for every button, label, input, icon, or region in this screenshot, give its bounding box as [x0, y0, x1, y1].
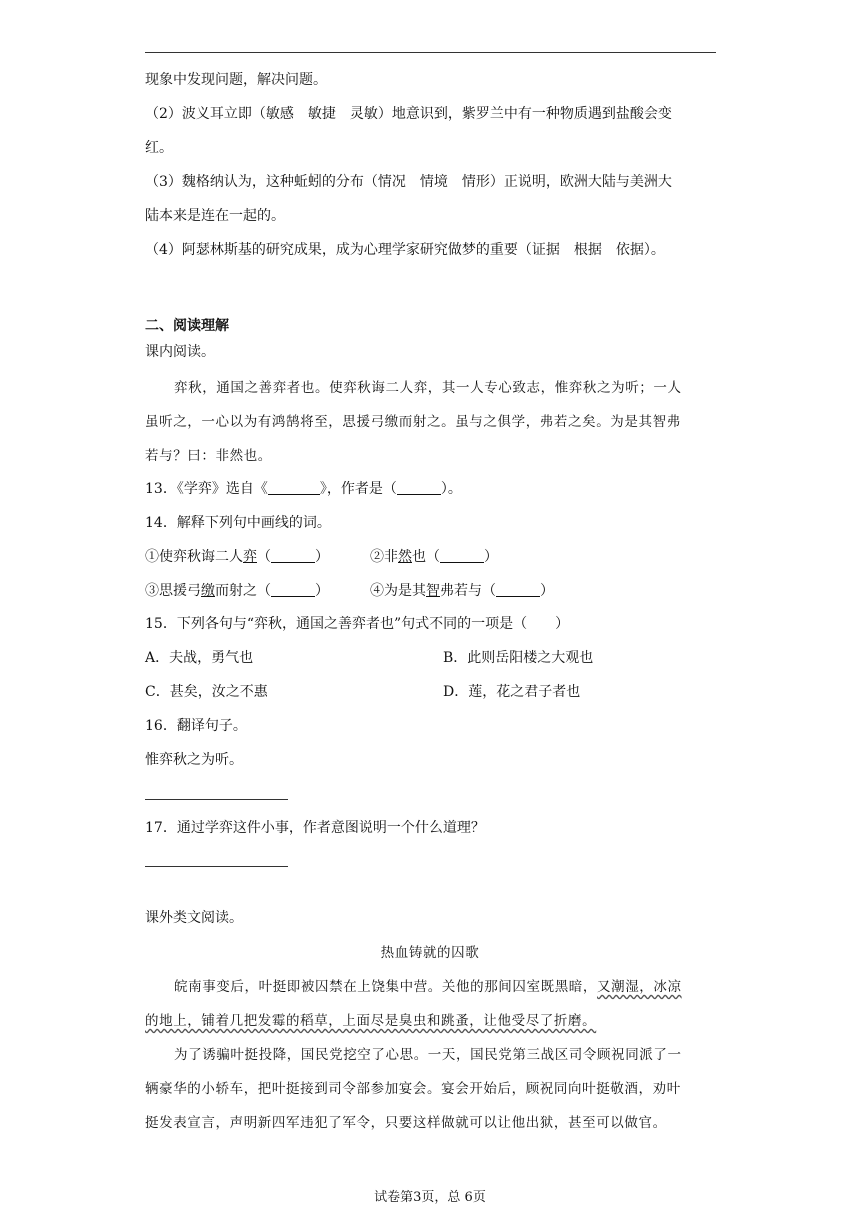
passage-line: 弈秋，通国之善弈者也。使弈秋诲二人弈，其一人专心致志，惟弈秋之为听；一人: [174, 380, 682, 396]
question-2-line: （2）波义耳立即（敏感 敏捷 灵敏）地意识到，紫罗兰中有一种物质遇到盐酸会变: [145, 106, 672, 122]
text-line: 现象中发现问题，解决问题。: [145, 72, 327, 88]
question-3-line: 陆本来是连在一起的。: [145, 208, 285, 224]
question-16: 16．翻译句子。: [145, 718, 247, 734]
answer-blank[interactable]: [496, 582, 540, 597]
question-3-line: （3）魏格纳认为，这种蚯蚓的分布（情况 情境 情形）正说明，欧洲大陆与美洲大: [145, 174, 672, 190]
answer-blank[interactable]: [268, 480, 320, 495]
article-line: 皖南事变后，叶挺即被囚禁在上饶集中营。关他的那间囚室既黑暗，又潮湿，冰凉: [174, 979, 682, 995]
section-intro-2: 课外类文阅读。: [145, 910, 243, 926]
question-16-sentence: 惟弈秋之为听。: [145, 752, 243, 768]
section-title: 二、阅读理解: [145, 318, 229, 334]
question-14: 14．解释下列句中画线的词。: [145, 515, 331, 531]
passage-line: 虽听之，一心以为有鸿鹄将至，思援弓缴而射之。虽与之俱学，弗若之矣。为是其智弗: [145, 414, 681, 430]
answer-blank[interactable]: [271, 582, 315, 597]
option-c[interactable]: C．甚矣，汝之不惠: [145, 684, 268, 700]
answer-blank[interactable]: [397, 480, 441, 495]
answer-blank[interactable]: [440, 548, 484, 563]
question-15: 15．下列各句与“弈秋，通国之善弈者也”句式不同的一项是（ ）: [145, 616, 570, 632]
question-17: 17．通过学弈这件小事，作者意图说明一个什么道理？: [145, 820, 485, 836]
question-14-item-4: ④为是其智弗若与（ ）: [370, 583, 554, 599]
page-footer: 试卷第3页，总 6页: [374, 1190, 486, 1205]
article-line: 的地上，铺着几把发霉的稻草，上面尽是臭虫和跳蚤，让他受尽了折磨。: [145, 1013, 597, 1029]
article-line: 辆豪华的小轿车，把叶挺接到司令部参加宴会。宴会开始后，顾祝同向叶挺敬酒，劝叶: [145, 1081, 681, 1097]
section-intro: 课内阅读。: [145, 344, 215, 360]
question-4-line: （4）阿瑟林斯基的研究成果，成为心理学家研究做梦的重要（证据 根据 依据）。: [145, 242, 665, 258]
answer-line[interactable]: [145, 866, 288, 867]
question-14-item-3: ③思援弓缴而射之（ ）: [145, 583, 329, 599]
option-d[interactable]: D．莲，花之君子者也: [443, 684, 581, 700]
question-2-line: 红。: [145, 140, 173, 156]
option-b[interactable]: B．此则岳阳楼之大观也: [443, 650, 594, 666]
article-line: 为了诱骗叶挺投降，国民党挖空了心思。一天，国民党第三战区司令顾祝同派了一: [174, 1047, 682, 1063]
answer-line[interactable]: [145, 799, 288, 800]
question-14-item-1: ①使弈秋诲二人弈（ ）: [145, 549, 329, 565]
article-line: 挺发表宣言，声明新四军违犯了军令，只要这样做就可以让他出狱，甚至可以做官。: [145, 1115, 667, 1131]
question-13: 13．《学弈》选自《 》，作者是（ ）。: [145, 481, 462, 497]
option-a[interactable]: A．夫战，勇气也: [145, 650, 254, 666]
header-rule: [145, 52, 716, 53]
article-title: 热血铸就的囚歌: [380, 945, 480, 961]
passage-line: 若与？曰：非然也。: [145, 448, 272, 464]
question-14-item-2: ②非然也（ ）: [370, 549, 498, 565]
answer-blank[interactable]: [271, 548, 315, 563]
